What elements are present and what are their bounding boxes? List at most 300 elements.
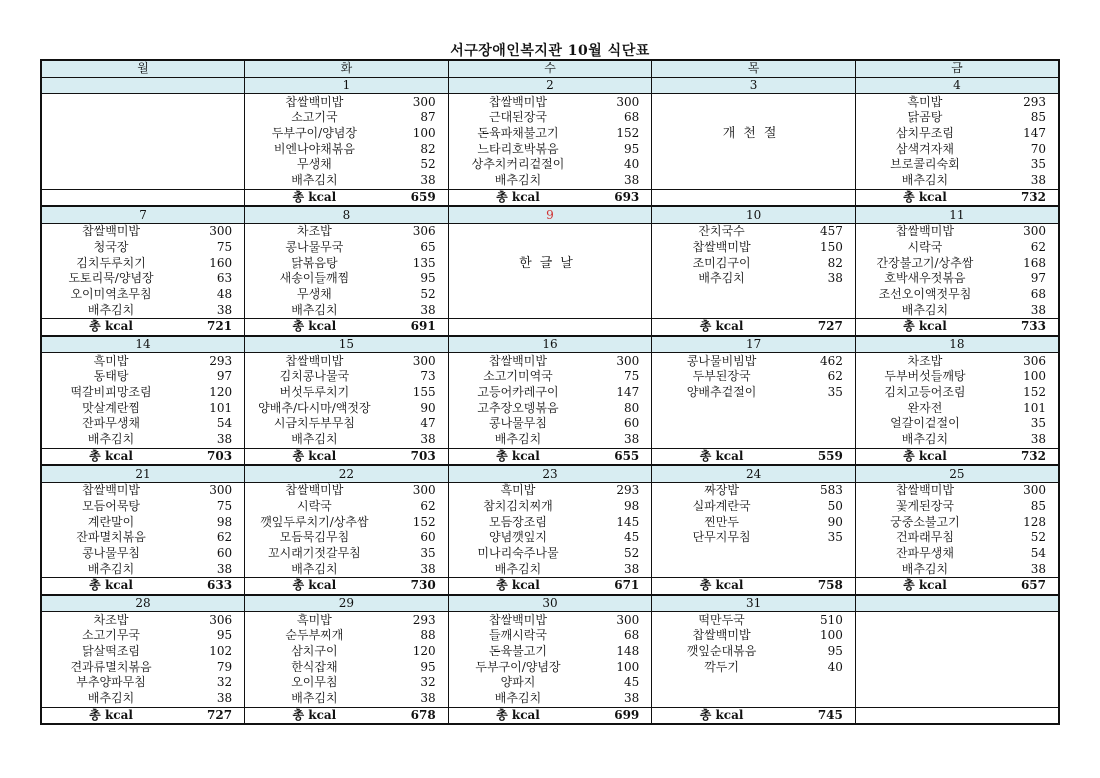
- total-line: [652, 449, 855, 465]
- total-cell: [41, 189, 245, 206]
- dish-name: 소고기무국: [82, 628, 141, 643]
- dish-name: 돈육파채불고기: [477, 126, 559, 141]
- date-cell: 18: [855, 336, 1059, 353]
- total-label: 총 kcal: [496, 448, 540, 463]
- menu-item: [245, 530, 448, 546]
- menu-item: [42, 353, 244, 369]
- menu-cell: [855, 385, 1059, 401]
- menu-item: [856, 400, 1058, 416]
- menu-cell: [41, 94, 245, 110]
- menu-item: [245, 546, 448, 562]
- menu-item: [245, 499, 448, 515]
- date-cell: 15: [245, 336, 449, 353]
- dish-kcal: 38: [624, 173, 640, 188]
- dish-name: 고등어카레구이: [477, 385, 559, 400]
- menu-item: [42, 530, 244, 546]
- date-cell: 29: [245, 595, 449, 612]
- total-cell: [855, 707, 1059, 724]
- dish-name: 버섯두루치기: [279, 385, 350, 400]
- total-kcal: 727: [207, 707, 233, 722]
- menu-cell: [448, 141, 652, 157]
- dish-name: 찹쌀백미밥: [285, 94, 344, 109]
- dish-name: 삼치구이: [291, 644, 338, 659]
- menu-cell: [245, 126, 449, 142]
- menu-item-row: [41, 385, 1059, 401]
- menu-cell: [41, 369, 245, 385]
- menu-cell: [41, 157, 245, 173]
- dish-kcal: 145: [616, 514, 640, 529]
- menu-item: [652, 644, 855, 660]
- date-cell: 23: [448, 465, 652, 482]
- menu-item-row: [41, 530, 1059, 546]
- dish-kcal: 68: [624, 628, 640, 643]
- total-line: [245, 190, 448, 206]
- dish-kcal: 75: [624, 369, 640, 384]
- menu-item: [42, 628, 244, 644]
- dish-kcal: 300: [1023, 483, 1046, 498]
- total-cell: [652, 448, 856, 465]
- menu-item: [245, 110, 448, 126]
- dish-name: 찹쌀백미밥: [895, 483, 954, 498]
- menu-cell: [855, 561, 1059, 577]
- dish-name: 고추장오뎅볶음: [477, 400, 559, 415]
- menu-cell: [41, 691, 245, 707]
- menu-item: [856, 94, 1058, 110]
- total-kcal: 758: [817, 578, 843, 593]
- date-cell: 16: [448, 336, 652, 353]
- dish-kcal: 40: [624, 157, 640, 172]
- dish-name: 배추김치: [494, 432, 542, 447]
- dish-kcal: 60: [420, 530, 436, 545]
- dish-kcal: 152: [616, 126, 640, 141]
- dish-kcal: 155: [412, 385, 436, 400]
- date-cell: 11: [855, 206, 1059, 223]
- dish-kcal: 38: [624, 561, 640, 576]
- dish-name: 두부된장국: [692, 369, 751, 384]
- menu-cell: [448, 628, 652, 644]
- total-line: [42, 319, 244, 335]
- dish-kcal: 101: [1023, 400, 1046, 415]
- menu-cell: [245, 271, 449, 287]
- total-cell: [448, 448, 652, 465]
- menu-cell: [41, 530, 245, 546]
- dish-kcal: 60: [624, 416, 640, 431]
- menu-cell: [855, 240, 1059, 256]
- date-cell: 14: [41, 336, 245, 353]
- menu-item-row: [41, 287, 1059, 303]
- menu-item: [856, 530, 1058, 546]
- date-row: [41, 595, 1059, 612]
- dish-name: 양배추/다시마/액젓장: [258, 400, 371, 415]
- total-line: [245, 578, 448, 594]
- menu-cell: [245, 400, 449, 416]
- total-label: 총 kcal: [292, 707, 337, 722]
- total-label: 총 kcal: [699, 707, 744, 722]
- menu-cell: [41, 482, 245, 498]
- menu-item: [856, 369, 1058, 385]
- dish-kcal: 85: [1030, 498, 1046, 513]
- dish-kcal: 300: [616, 612, 640, 627]
- dish-kcal: 300: [616, 94, 640, 109]
- menu-cell: [245, 287, 449, 303]
- weekday-header: 월: [41, 60, 245, 77]
- dish-name: 콩나물무국: [285, 239, 344, 254]
- menu-item: [42, 240, 244, 256]
- menu-item: [42, 224, 244, 240]
- dish-name: 배추김치: [291, 561, 338, 576]
- dish-kcal: 300: [412, 353, 436, 368]
- total-line: [856, 319, 1058, 335]
- dish-kcal: 38: [216, 561, 233, 576]
- date-cell: 2: [448, 77, 652, 94]
- dish-kcal: 52: [420, 286, 436, 301]
- menu-item: [42, 400, 244, 416]
- menu-item: [245, 240, 448, 256]
- total-label: 총 kcal: [903, 319, 947, 334]
- dish-name: 잔파무생채: [895, 545, 954, 560]
- date-row: [41, 465, 1059, 482]
- dish-kcal: 82: [420, 141, 436, 156]
- total-kcal: 659: [410, 189, 436, 204]
- total-label: 총 kcal: [292, 578, 337, 593]
- dish-name: 차조밥: [297, 224, 332, 239]
- menu-cell: [652, 400, 856, 416]
- total-row: [41, 448, 1059, 465]
- menu-item-row: [41, 514, 1059, 530]
- menu-cell: [245, 157, 449, 173]
- menu-item: [652, 612, 855, 628]
- menu-cell: [41, 628, 245, 644]
- dish-name: 닭살떡조림: [82, 644, 141, 659]
- menu-item: [449, 675, 652, 691]
- menu-cell: [855, 400, 1059, 416]
- menu-item: [449, 126, 652, 142]
- menu-cell: [652, 353, 856, 369]
- menu-cell: [41, 644, 245, 660]
- menu-item: [652, 369, 855, 385]
- dish-kcal: 38: [1030, 173, 1046, 188]
- dish-kcal: 95: [624, 141, 640, 156]
- menu-cell: [855, 612, 1059, 628]
- menu-cell: [652, 385, 856, 401]
- menu-cell: [855, 644, 1059, 660]
- dish-name: 계란말이: [87, 514, 135, 529]
- total-cell: [41, 319, 245, 336]
- date-cell: 22: [245, 465, 449, 482]
- dish-name: 무생채: [297, 157, 332, 172]
- menu-item: [856, 141, 1058, 157]
- menu-item: [449, 369, 652, 385]
- dish-name: 배추김치: [291, 173, 338, 188]
- menu-item: [245, 385, 448, 401]
- dish-kcal: 35: [827, 530, 843, 545]
- total-cell: [652, 707, 856, 724]
- dish-name: 견과류멸치볶음: [70, 659, 152, 674]
- dish-name: 배추김치: [901, 173, 949, 188]
- menu-item: [856, 353, 1058, 369]
- menu-item-row: [41, 240, 1059, 256]
- total-kcal: 678: [410, 707, 436, 722]
- dish-name: 배추김치: [291, 432, 338, 447]
- menu-cell: [652, 240, 856, 256]
- dish-name: 청국장: [93, 239, 129, 254]
- menu-item: [42, 691, 244, 707]
- menu-cell: [245, 691, 449, 707]
- menu-item: [245, 432, 448, 448]
- menu-cell: [855, 223, 1059, 239]
- dish-kcal: 148: [616, 644, 640, 659]
- menu-item: [245, 644, 448, 660]
- menu-item-row: [41, 94, 1059, 110]
- menu-cell: [245, 302, 449, 318]
- dish-kcal: 147: [616, 385, 640, 400]
- dish-kcal: 150: [819, 239, 843, 254]
- date-cell: 1: [245, 77, 449, 94]
- menu-item-row: [41, 612, 1059, 628]
- dish-kcal: 32: [216, 675, 233, 690]
- date-cell: 31: [652, 595, 856, 612]
- menu-item: [449, 514, 652, 530]
- menu-item: [42, 302, 244, 318]
- total-cell: [855, 319, 1059, 336]
- menu-cell: [448, 612, 652, 628]
- dish-kcal: 120: [209, 385, 233, 400]
- menu-cell: [41, 659, 245, 675]
- dish-kcal: 38: [216, 302, 233, 317]
- dish-kcal: 88: [420, 628, 436, 643]
- dish-name: 배추김치: [494, 173, 542, 188]
- menu-item: [245, 353, 448, 369]
- menu-item-row: [41, 173, 1059, 189]
- dish-name: 찹쌀백미밥: [489, 94, 547, 109]
- menu-cell: [448, 271, 652, 287]
- total-label: 총 kcal: [89, 707, 133, 722]
- dish-name: 근대된장국: [489, 110, 547, 125]
- menu-item-row: [41, 561, 1059, 577]
- dish-name: 비엔나야채볶음: [273, 141, 355, 156]
- dish-name: 잔파멸치볶음: [76, 530, 146, 545]
- dish-name: 조미김구이: [692, 255, 751, 270]
- menu-cell: [448, 94, 652, 110]
- menu-item-row: [41, 644, 1059, 660]
- menu-item: [652, 353, 855, 369]
- dish-kcal: 85: [1030, 110, 1046, 125]
- date-cell: [855, 595, 1059, 612]
- menu-item-row: [41, 110, 1059, 126]
- menu-item: [42, 255, 244, 271]
- total-cell: [855, 189, 1059, 206]
- total-kcal: 703: [410, 448, 436, 463]
- menu-cell: [652, 546, 856, 562]
- menu-cell: [652, 173, 856, 189]
- menu-item: [856, 561, 1058, 577]
- menu-cell: [245, 612, 449, 628]
- dish-name: 떡갈비피망조림: [70, 385, 152, 400]
- dish-kcal: 306: [209, 612, 233, 627]
- dish-kcal: 32: [420, 675, 436, 690]
- dish-name: 실파계란국: [692, 498, 751, 513]
- menu-cell: [41, 126, 245, 142]
- menu-cell: [245, 110, 449, 126]
- dish-kcal: 62: [420, 498, 436, 513]
- menu-item: [652, 628, 855, 644]
- dish-kcal: 168: [1023, 255, 1046, 270]
- menu-item: [449, 546, 652, 562]
- menu-item: [652, 385, 855, 401]
- menu-cell: [41, 353, 245, 369]
- total-cell: [245, 448, 449, 465]
- menu-item: [42, 499, 244, 515]
- total-line: [856, 578, 1058, 594]
- dish-kcal: 462: [819, 353, 843, 368]
- menu-cell: [448, 287, 652, 303]
- dish-kcal: 35: [1030, 416, 1046, 431]
- dish-name: 콩나물무침: [489, 416, 547, 431]
- menu-cell: [855, 432, 1059, 448]
- menu-cell: [41, 110, 245, 126]
- menu-item: [449, 432, 652, 448]
- dish-name: 흑미밥: [93, 353, 129, 368]
- menu-item-row: [41, 141, 1059, 157]
- menu-item: [449, 353, 652, 369]
- menu-cell: [652, 369, 856, 385]
- menu-cell: [448, 302, 652, 318]
- menu-cell: [41, 400, 245, 416]
- menu-cell: [855, 416, 1059, 432]
- dish-kcal: 79: [216, 659, 233, 674]
- dish-name: 모듬장조림: [489, 514, 547, 529]
- dish-kcal: 73: [420, 369, 436, 384]
- total-line: [245, 319, 448, 335]
- dish-name: 삼색겨자채: [895, 141, 954, 156]
- total-kcal: 727: [817, 319, 843, 334]
- dish-kcal: 45: [624, 675, 640, 690]
- menu-cell: [245, 546, 449, 562]
- menu-item: [449, 644, 652, 660]
- menu-cell: [448, 514, 652, 530]
- total-kcal: 733: [1020, 319, 1046, 334]
- total-kcal: 559: [817, 448, 843, 463]
- total-cell: [245, 578, 449, 595]
- menu-item: [652, 530, 855, 546]
- dish-kcal: 38: [420, 302, 436, 317]
- dish-name: 양배추겉절이: [686, 385, 757, 400]
- dish-kcal: 35: [1030, 157, 1046, 172]
- menu-cell: [245, 94, 449, 110]
- dish-kcal: 160: [209, 255, 233, 270]
- menu-cell: [245, 514, 449, 530]
- menu-cell: [855, 271, 1059, 287]
- dish-name: 차조밥: [93, 612, 129, 627]
- total-line: [652, 190, 855, 206]
- dish-name: 배추김치: [901, 302, 949, 317]
- dish-name: 콩나물무침: [82, 545, 141, 560]
- dish-name: 김치두루치기: [76, 255, 146, 270]
- menu-cell: [245, 141, 449, 157]
- dish-name: 꽃게된장국: [895, 498, 954, 513]
- menu-cell: [652, 157, 856, 173]
- menu-item: [856, 224, 1058, 240]
- menu-cell: [448, 416, 652, 432]
- menu-cell: [245, 353, 449, 369]
- total-kcal: 732: [1020, 448, 1046, 463]
- menu-item: [245, 561, 448, 577]
- menu-cell: [41, 141, 245, 157]
- menu-item: [449, 173, 652, 189]
- dish-kcal: 62: [216, 530, 233, 545]
- menu-cell: [652, 691, 856, 707]
- dish-name: 깻잎순대볶음: [686, 644, 757, 659]
- menu-cell: [855, 628, 1059, 644]
- dish-kcal: 38: [216, 432, 233, 447]
- dish-name: 조선오이액젓무침: [878, 286, 972, 301]
- dish-kcal: 95: [827, 644, 843, 659]
- menu-cell: [448, 240, 652, 256]
- dish-name: 흑미밥: [297, 612, 332, 627]
- menu-item: [449, 530, 652, 546]
- menu-item: [42, 369, 244, 385]
- menu-cell: [855, 691, 1059, 707]
- dish-kcal: 128: [1023, 514, 1046, 529]
- menu-cell: [652, 644, 856, 660]
- dish-name: 잔치국수: [698, 224, 745, 239]
- dish-kcal: 38: [420, 561, 436, 576]
- dish-name: 배추김치: [87, 561, 135, 576]
- dish-kcal: 152: [412, 514, 436, 529]
- menu-cell: [652, 628, 856, 644]
- menu-item: [652, 255, 855, 271]
- menu-cell: [245, 482, 449, 498]
- total-label: 총 kcal: [903, 448, 947, 463]
- weekday-header-row: [41, 60, 1059, 77]
- dish-name: 흑미밥: [907, 94, 943, 109]
- menu-cell: [855, 255, 1059, 271]
- menu-cell: [448, 255, 652, 271]
- menu-item: [245, 514, 448, 530]
- total-label: 총 kcal: [699, 578, 744, 593]
- menu-cell: [855, 546, 1059, 562]
- dish-kcal: 35: [420, 545, 436, 560]
- total-cell: [652, 319, 856, 336]
- dish-kcal: 52: [1030, 530, 1046, 545]
- menu-cell: [855, 287, 1059, 303]
- total-line: [652, 708, 855, 724]
- dish-kcal: 45: [624, 530, 640, 545]
- menu-item-row: [41, 400, 1059, 416]
- menu-item: [449, 628, 652, 644]
- menu-cell: [855, 157, 1059, 173]
- total-label: 총 kcal: [292, 448, 337, 463]
- dish-kcal: 583: [819, 483, 843, 498]
- menu-item: [449, 483, 652, 499]
- menu-item: [449, 141, 652, 157]
- menu-cell: [448, 482, 652, 498]
- dish-kcal: 97: [1030, 271, 1046, 286]
- menu-cell: [245, 385, 449, 401]
- dish-name: 차조밥: [907, 353, 943, 368]
- menu-item: [652, 483, 855, 499]
- menu-item: [42, 659, 244, 675]
- menu-cell: [652, 302, 856, 318]
- dish-kcal: 135: [412, 255, 436, 270]
- dish-name: 오이무침: [291, 675, 338, 690]
- dish-name: 양파지: [500, 675, 536, 690]
- dish-name: 모듬어묵탕: [82, 498, 141, 513]
- dish-name: 배추김치: [291, 302, 338, 317]
- total-label: 총 kcal: [496, 578, 540, 593]
- menu-item: [449, 94, 652, 110]
- menu-cell: [448, 432, 652, 448]
